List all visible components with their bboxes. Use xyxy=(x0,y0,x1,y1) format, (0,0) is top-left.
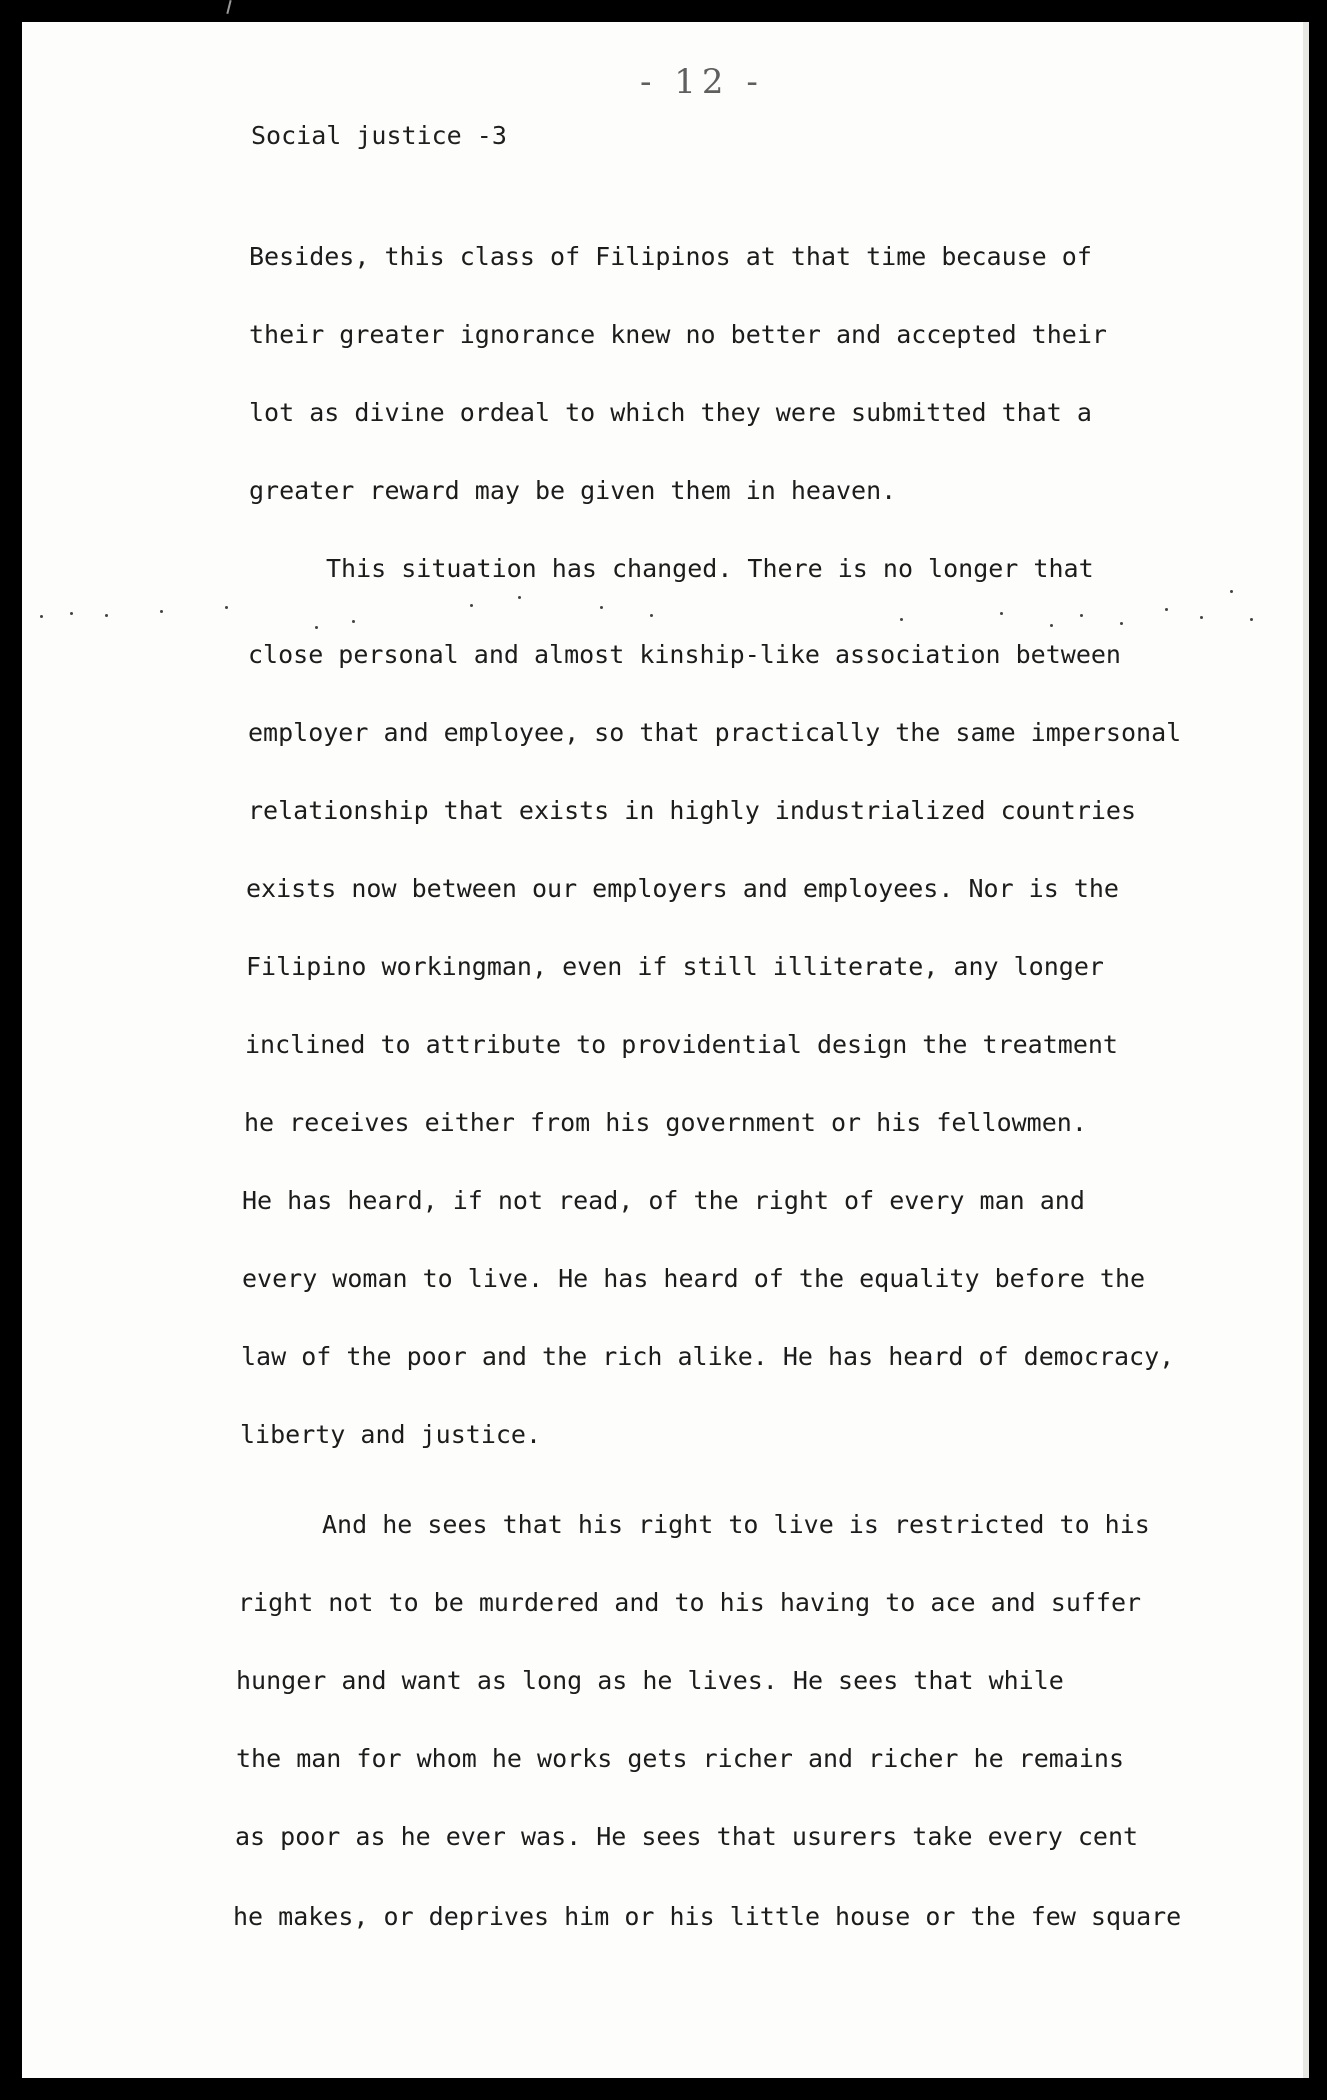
page-edge-shadow xyxy=(1303,22,1309,2078)
text-line: every woman to live. He has heard of the equality before the xyxy=(242,1264,1146,1293)
text-line: hunger and want as long as he lives. He sees that while xyxy=(236,1666,1064,1695)
text-line: as poor as he ever was. He sees that usurers take every cent xyxy=(235,1822,1139,1851)
text-line: Besides, this class of Filipinos at that time because of xyxy=(249,242,1092,271)
text-line: he makes, or deprives him or his little house or the few square xyxy=(233,1902,1182,1931)
stray-ink-specks xyxy=(40,590,1280,640)
pencil-tick-mark xyxy=(226,0,231,14)
text-line: close personal and almost kinship-like association between xyxy=(248,640,1121,669)
text-line: lot as divine ordeal to which they were submitted that a xyxy=(249,398,1092,427)
text-line: employer and employee, so that practically the same impersonal xyxy=(248,718,1182,747)
text-line: law of the poor and the rich alike. He has heard of democracy, xyxy=(241,1342,1175,1371)
page-number: - 12 - xyxy=(640,62,764,102)
text-line: their greater ignorance knew no better and accepted their xyxy=(249,320,1107,349)
page-heading: Social justice -3 xyxy=(251,121,507,150)
text-line: Filipino workingman, even if still illiterate, any longer xyxy=(246,952,1104,981)
text-line: right not to be murdered and to his having to ace and suffer xyxy=(238,1588,1142,1617)
text-line: the man for whom he works gets richer and richer he remains xyxy=(236,1744,1125,1773)
text-line: he receives either from his government or his fellowmen. xyxy=(244,1108,1087,1137)
text-line: inclined to attribute to providential design the treatment xyxy=(245,1030,1118,1059)
text-line: And he sees that his right to live is restricted to his xyxy=(322,1510,1150,1539)
text-line: relationship that exists in highly industrialized countries xyxy=(248,796,1137,825)
text-line: exists now between our employers and employees. Nor is the xyxy=(246,874,1119,903)
text-line: greater reward may be given them in heaven. xyxy=(249,476,897,505)
text-line: liberty and justice. xyxy=(240,1420,542,1449)
text-line: This situation has changed. There is no longer that xyxy=(326,554,1094,583)
text-line: He has heard, if not read, of the right of every man and xyxy=(242,1186,1085,1215)
